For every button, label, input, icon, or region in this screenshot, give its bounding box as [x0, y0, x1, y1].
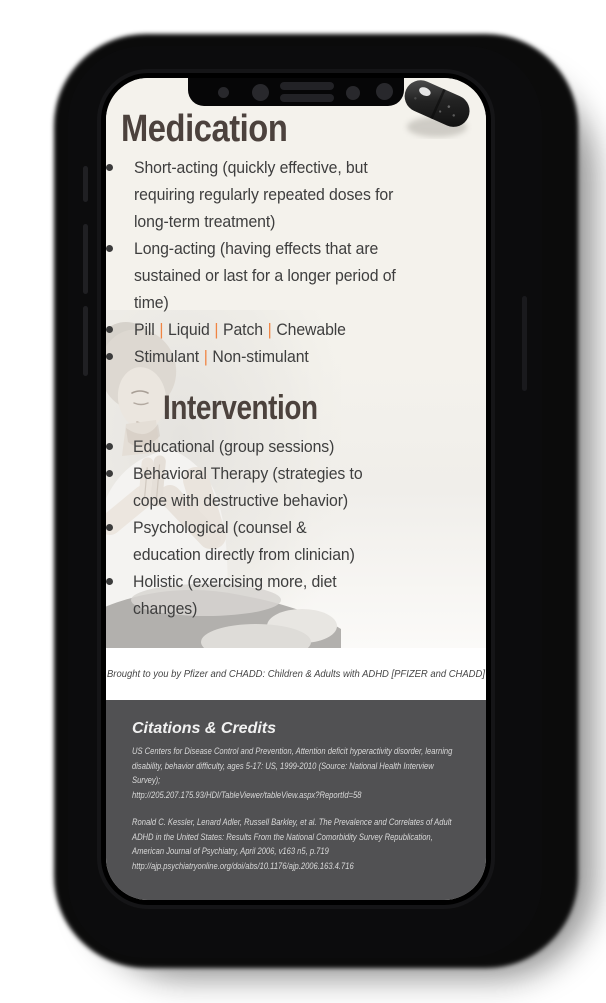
- mute-switch: [83, 166, 88, 202]
- bullet-dot-icon: [106, 326, 113, 333]
- bullet-item: [106, 460, 486, 514]
- citation-text: Ronald C. Kessler, Lenard Adler, Russell Barkley, et al. The Prevalence and Correlates of Adult ADHD in the United States: Results From the National Comorbidity Survey Republication, American Journal of Psychiatry, April 2006, v163 n5, p.719: [132, 817, 452, 857]
- sensor-dot-icon: [346, 86, 360, 100]
- separator-pipe: |: [203, 347, 208, 366]
- phone-screen: [106, 78, 486, 900]
- phone-mockup: [68, 46, 542, 958]
- bullet-item: [106, 433, 486, 460]
- sponsor-strip: [106, 648, 486, 700]
- bullet-dot-icon: [106, 524, 113, 531]
- bullet-text: Holistic (exercising more, diet changes): [133, 572, 337, 618]
- medication-list: [106, 154, 486, 370]
- bullet-item: [106, 235, 486, 316]
- volume-down-button: [83, 306, 88, 376]
- bullet-item: [106, 343, 486, 370]
- speaker-grille-icon: [280, 94, 334, 102]
- separator-pipe: |: [159, 320, 164, 339]
- bullet-item: [106, 514, 486, 568]
- sensor-dot-icon: [252, 84, 269, 101]
- bullet-text: Psychological (counsel & education directly from clinician): [133, 518, 355, 564]
- citation-entry: [132, 745, 460, 803]
- bullet-item: [106, 154, 486, 235]
- separator-pipe: |: [214, 320, 219, 339]
- front-camera-icon: [376, 83, 393, 100]
- bullet-dot-icon: [106, 578, 113, 585]
- bullet-dot-icon: [106, 353, 113, 360]
- citation-entries: [132, 745, 460, 874]
- intervention-heading: Intervention: [163, 389, 318, 427]
- citation-text: US Centers for Disease Control and Prevention, Attention deficit hyperactivity disorder, learning disability, behavior difficulty, ages 5-17: US, 1999-2010 (Source: National Health Interview Survey);: [132, 746, 453, 786]
- bullet-dot-icon: [106, 245, 113, 252]
- bullet-text: Educational (group sessions): [133, 437, 335, 456]
- bullet-text: Behavioral Therapy (strategies to cope with destructive behavior): [133, 464, 363, 510]
- bullet-item: [106, 568, 486, 622]
- medication-heading: Medication: [121, 108, 288, 150]
- sponsor-line: Brought to you by Pfizer and CHADD: Children & Adults with ADHD [PFIZER and CHADD]: [107, 668, 485, 680]
- infographic-body: [106, 78, 486, 648]
- bullet-dot-icon: [106, 470, 113, 477]
- separator-pipe: |: [267, 320, 272, 339]
- phone-notch: [188, 78, 404, 106]
- citation-url: http://205.207.175.93/HDI/TableViewer/tableView.aspx?ReportId=58: [132, 789, 362, 801]
- citations-heading: Citations & Credits: [132, 720, 277, 737]
- content-area: [106, 78, 486, 622]
- bullet-dot-icon: [106, 443, 113, 450]
- bullet-text: Long-acting (having effects that are sustained or last for a longer period of time): [134, 239, 396, 312]
- citations-section: [106, 700, 486, 900]
- bullet-text: Stimulant | Non-stimulant: [134, 347, 309, 366]
- front-camera-icon: [218, 87, 229, 98]
- bullet-text: Short-acting (quickly effective, but requiring regularly repeated doses for long-term treatment): [134, 158, 394, 231]
- bullet-item: [106, 316, 486, 343]
- speaker-grille-icon: [280, 82, 334, 90]
- bullet-dot-icon: [106, 164, 113, 171]
- intervention-list: [106, 433, 486, 622]
- bullet-text: Pill | Liquid | Patch | Chewable: [134, 320, 346, 339]
- volume-up-button: [83, 224, 88, 294]
- citation-entry: [132, 816, 460, 874]
- power-button: [522, 296, 527, 391]
- citation-url: http://ajp.psychiatryonline.org/doi/abs/10.1176/ajp.2006.163.4.716: [132, 860, 354, 872]
